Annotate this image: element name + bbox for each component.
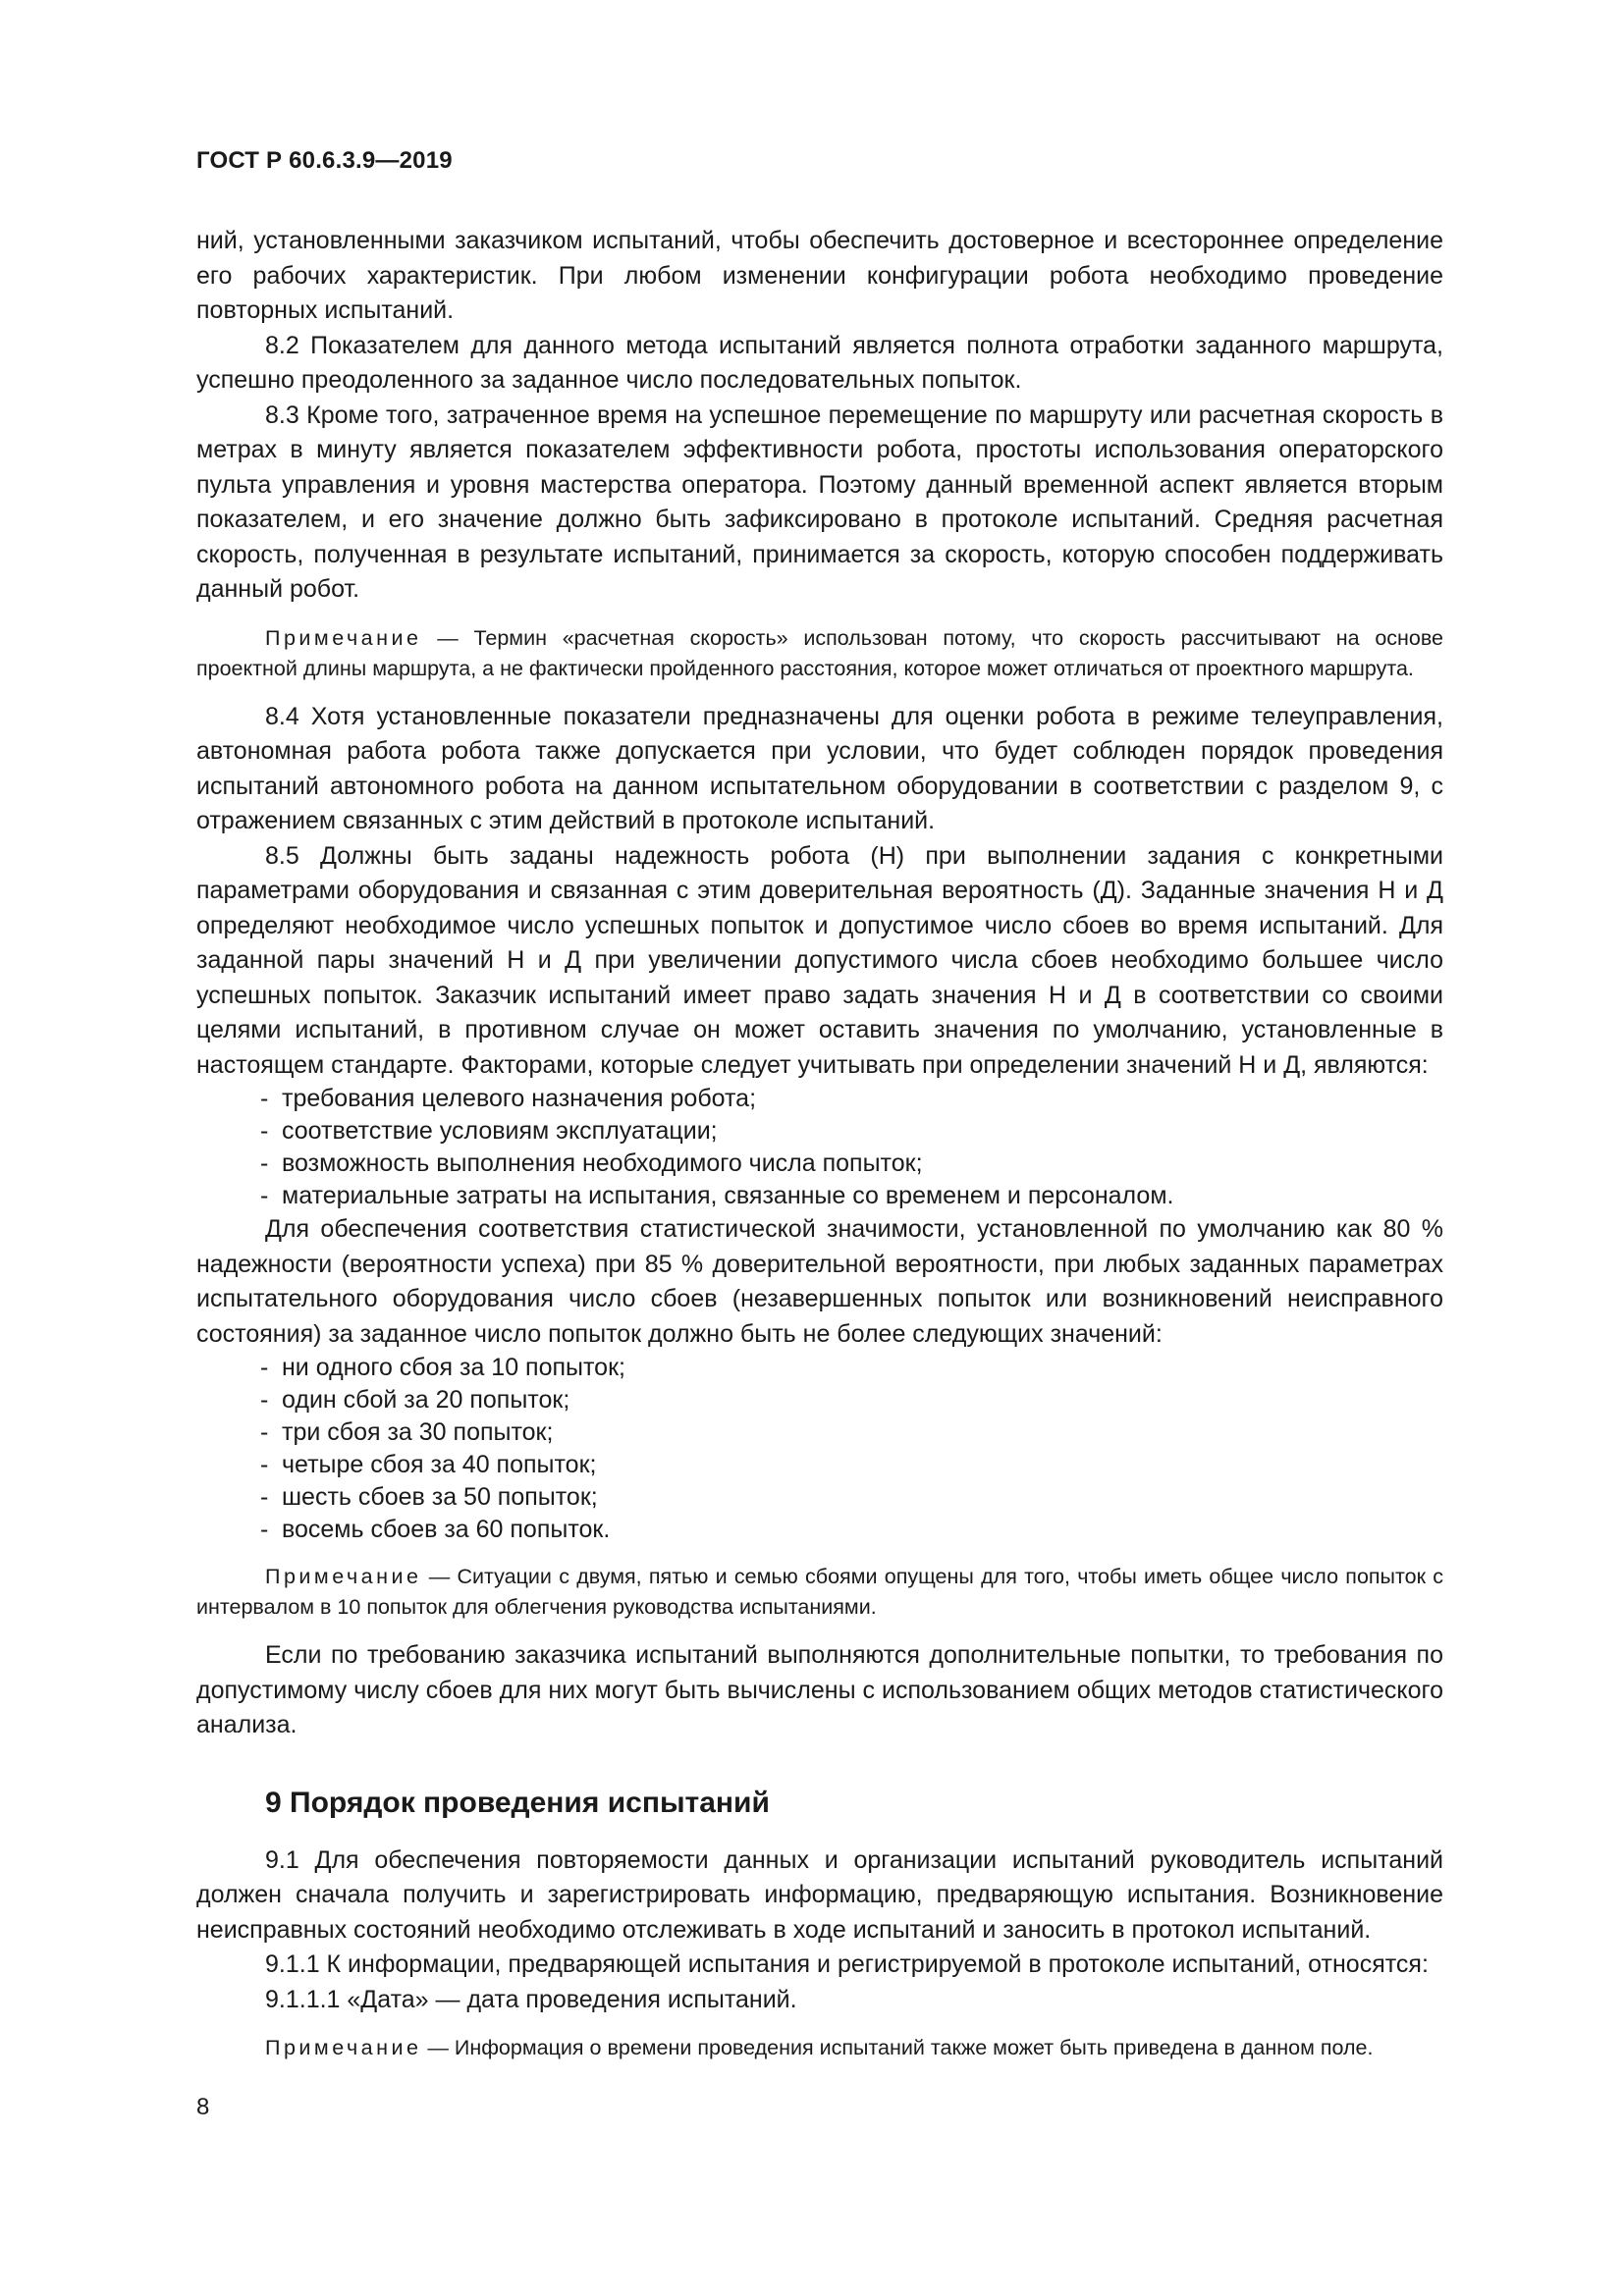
paragraph-8-5: 8.5 Должны быть заданы надежность робота (Н) при выполнении задания с конкретными параметрами оборудования и связанная с этим доверительная вероятность (Д). Заданные значения Н и Д определяют необходимое число успешных попыток и допустимое число сбоев во время испытаний. Для заданной пары значений Н и Д при увеличении допустимого числа сбоев необходимо большее число успешных попыток. Заказчик испытаний имеет право задать значения Н и Д в соответствии со своими целями испытаний, в противном случае он может оставить значения по умолчанию, установленные в настоящем стандарте. Факторами, которые следует учитывать при определении значений Н и Д, являются: — [196, 841, 1443, 1079]
note-text: — Термин «расчетная скорость» использован потому, что скорость рассчитывают на основе проектной длины маршрута, а не фактически пройденного расстояния, которое может отличаться от проектного маршрута. — [196, 625, 1443, 680]
paragraph-extra-attempts: Если по требованию заказчика испытаний выполняются дополнительные попытки, то требования по допустимому числу сбоев для них могут быть вычислены с использованием общих методов статистического анализа. — [196, 1641, 1443, 1738]
note-omitted-failures — [196, 1562, 1443, 1623]
list-item: - три сбоя за 30 попыток; — [260, 1416, 1443, 1449]
list-item: - восемь сбоев за 60 попыток. — [260, 1514, 1443, 1546]
paragraph-8-2: 8.2 Показателем для данного метода испытаний является полнота отработки заданного маршрута, успешно преодоленного за заданное число последовательных попыток. — [196, 331, 1443, 394]
failures-list — [196, 1352, 1443, 1546]
list-item: - требования целевого назначения робота; — [260, 1083, 1443, 1115]
paragraph-8-4: 8.4 Хотя установленные показатели предназначены для оценки робота в режиме телеуправления, автономная работа робота также допускается при условии, что будет соблюден порядок проведения испытаний автономного робота на данном испытательном оборудовании в соответствии с разделом 9, с отражением связанных с этим действий в протоколе испытаний. — [196, 702, 1443, 834]
note-text: — Информация о времени проведения испытаний также может быть приведена в данном поле. — [421, 2036, 1374, 2059]
note-test-time — [196, 2033, 1443, 2063]
note-calculated-speed — [196, 623, 1443, 684]
factors-list — [196, 1083, 1443, 1212]
list-item: - четыре сбоя за 40 попыток; — [260, 1449, 1443, 1481]
section-9-heading: 9 Порядок проведения испытаний — [265, 1786, 770, 1819]
paragraph-9-1-1-1: 9.1.1.1 «Дата» — дата проведения испытаний. — [265, 1985, 797, 2013]
document-code-header: ГОСТ Р 60.6.3.9—2019 — [196, 147, 453, 174]
page-body — [196, 224, 1443, 2063]
note-label: Примечание — [265, 2036, 422, 2059]
list-item: - материальные затраты на испытания, связанные со временем и персоналом. — [260, 1180, 1443, 1212]
list-item: - шесть сбоев за 50 попыток; — [260, 1481, 1443, 1514]
paragraph-8-3: 8.3 Кроме того, затраченное время на успешное перемещение по маршруту или расчетная скорость в метрах в минуту является показателем эффективности робота, простоты использования операторского пульта управления и уровня мастерства оператора. Поэтому данный временной аспект является вторым показателем, и его значение должно быть зафиксировано в протоколе испытаний. Средняя расчетная скорость, полученная в результате испытаний, принимается за скорость, которую способен поддерживать данный робот. — [196, 400, 1443, 603]
page-number: 8 — [196, 2094, 210, 2120]
list-item: - возможность выполнения необходимого числа попыток; — [260, 1148, 1443, 1180]
note-label: Примечание — [265, 625, 422, 650]
paragraph-statistical-significance: Для обеспечения соответствия статистической значимости, установленной по умолчанию как 80 % надежности (вероятности успеха) при 85 % доверительной вероятности, при любых заданных параметрах испытательного оборудования число сбоев (незавершенных попыток или возникновений неисправного состояния) за заданное число попыток должно быть не более следующих значений: — [196, 1215, 1443, 1348]
paragraph-9-1-1: 9.1.1 К информации, предваряющей испытания и регистрируемой в протоколе испытаний, относятся: — [265, 1950, 1429, 1978]
paragraph-9-1: 9.1 Для обеспечения повторяемости данных и организации испытаний руководитель испытаний должен сначала получить и зарегистрировать информацию, предваряющую испытания. Возникновение неисправных состояний необходимо отслеживать в ходе испытаний и заносить в протокол испытаний. — [196, 1845, 1443, 1944]
list-item: - один сбой за 20 попыток; — [260, 1384, 1443, 1416]
note-label: Примечание — [265, 1565, 422, 1588]
list-item: - ни одного сбоя за 10 попыток; — [260, 1352, 1443, 1384]
paragraph-continued: ний, установленными заказчиком испытаний, чтобы обеспечить достоверное и всестороннее определение его рабочих характеристик. При любом изменении конфигурации робота необходимо проведение повторных испытаний. — [196, 227, 1443, 324]
list-item: - соответствие условиям эксплуатации; — [260, 1115, 1443, 1148]
note-text: — Ситуации с двумя, пятью и семью сбоями опущены для того, чтобы иметь общее число попыток с интервалом в 10 попыток для облегчения руководства испытаниями. — [196, 1565, 1443, 1619]
